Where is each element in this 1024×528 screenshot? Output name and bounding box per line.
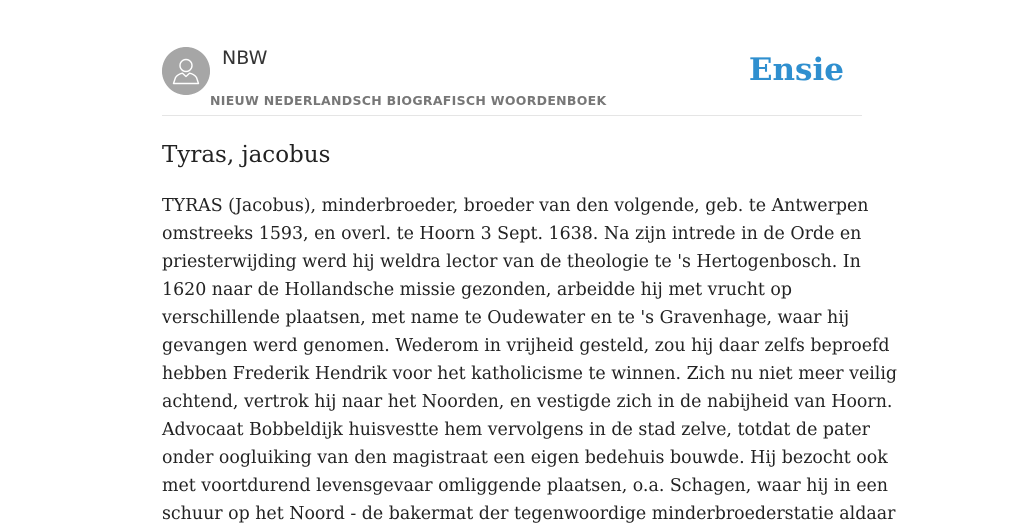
article-line: 1620 naar de Hollandsche missie gezonden, arbeidde hij met vrucht op xyxy=(162,280,793,300)
source-name-link[interactable]: NBW xyxy=(222,47,268,69)
ensie-logo-link[interactable]: Ensie xyxy=(748,52,844,88)
user-silhouette-icon xyxy=(162,47,210,95)
source-avatar[interactable] xyxy=(162,47,210,95)
article-body xyxy=(162,192,898,528)
article-line: priesterwijding werd hij weldra lector van de theologie te 's Hertogenbosch. In xyxy=(162,252,861,272)
source-header xyxy=(162,0,862,116)
article-line: TYRAS (Jacobus), minderbroeder, broeder van den volgende, geb. te Antwerpen xyxy=(162,196,869,216)
article-line: omstreeks 1593, en overl. te Hoorn 3 Sept. 1638. Na zijn intrede in de Orde en xyxy=(162,224,862,244)
article-line: gevangen werd genomen. Wederom in vrijheid gesteld, zou hij daar zelfs beproefd xyxy=(162,336,890,356)
page xyxy=(162,0,898,524)
article-line: onder oogluiking van den magistraat een eigen bedehuis bouwde. Hij bezocht ook xyxy=(162,448,888,468)
article-line: met voortdurend levensgevaar omliggende plaatsen, o.a. Schagen, waar hij in een xyxy=(162,476,889,496)
article-line: Advocaat Bobbeldijk huisvestte hem vervolgens in de stad zelve, totdat de pater xyxy=(162,420,870,440)
article-line: hebben Frederik Hendrik voor het katholicisme te winnen. Zich nu niet meer veilig xyxy=(162,364,898,384)
article-line: schuur op het Noord - de bakermat der tegenwoordige minderbroederstatie aldaar xyxy=(162,504,896,524)
article-line: achtend, vertrok hij naar het Noorden, en vestigde zich in de nabijheid van Hoorn. xyxy=(162,392,893,412)
source-subtitle: NIEUW NEDERLANDSCH BIOGRAFISCH WOORDENBOEK xyxy=(210,93,607,108)
article-title: Tyras, jacobus xyxy=(162,142,331,168)
article-line: verschillende plaatsen, met name te Oudewater en te 's Gravenhage, waar hij xyxy=(162,308,850,328)
